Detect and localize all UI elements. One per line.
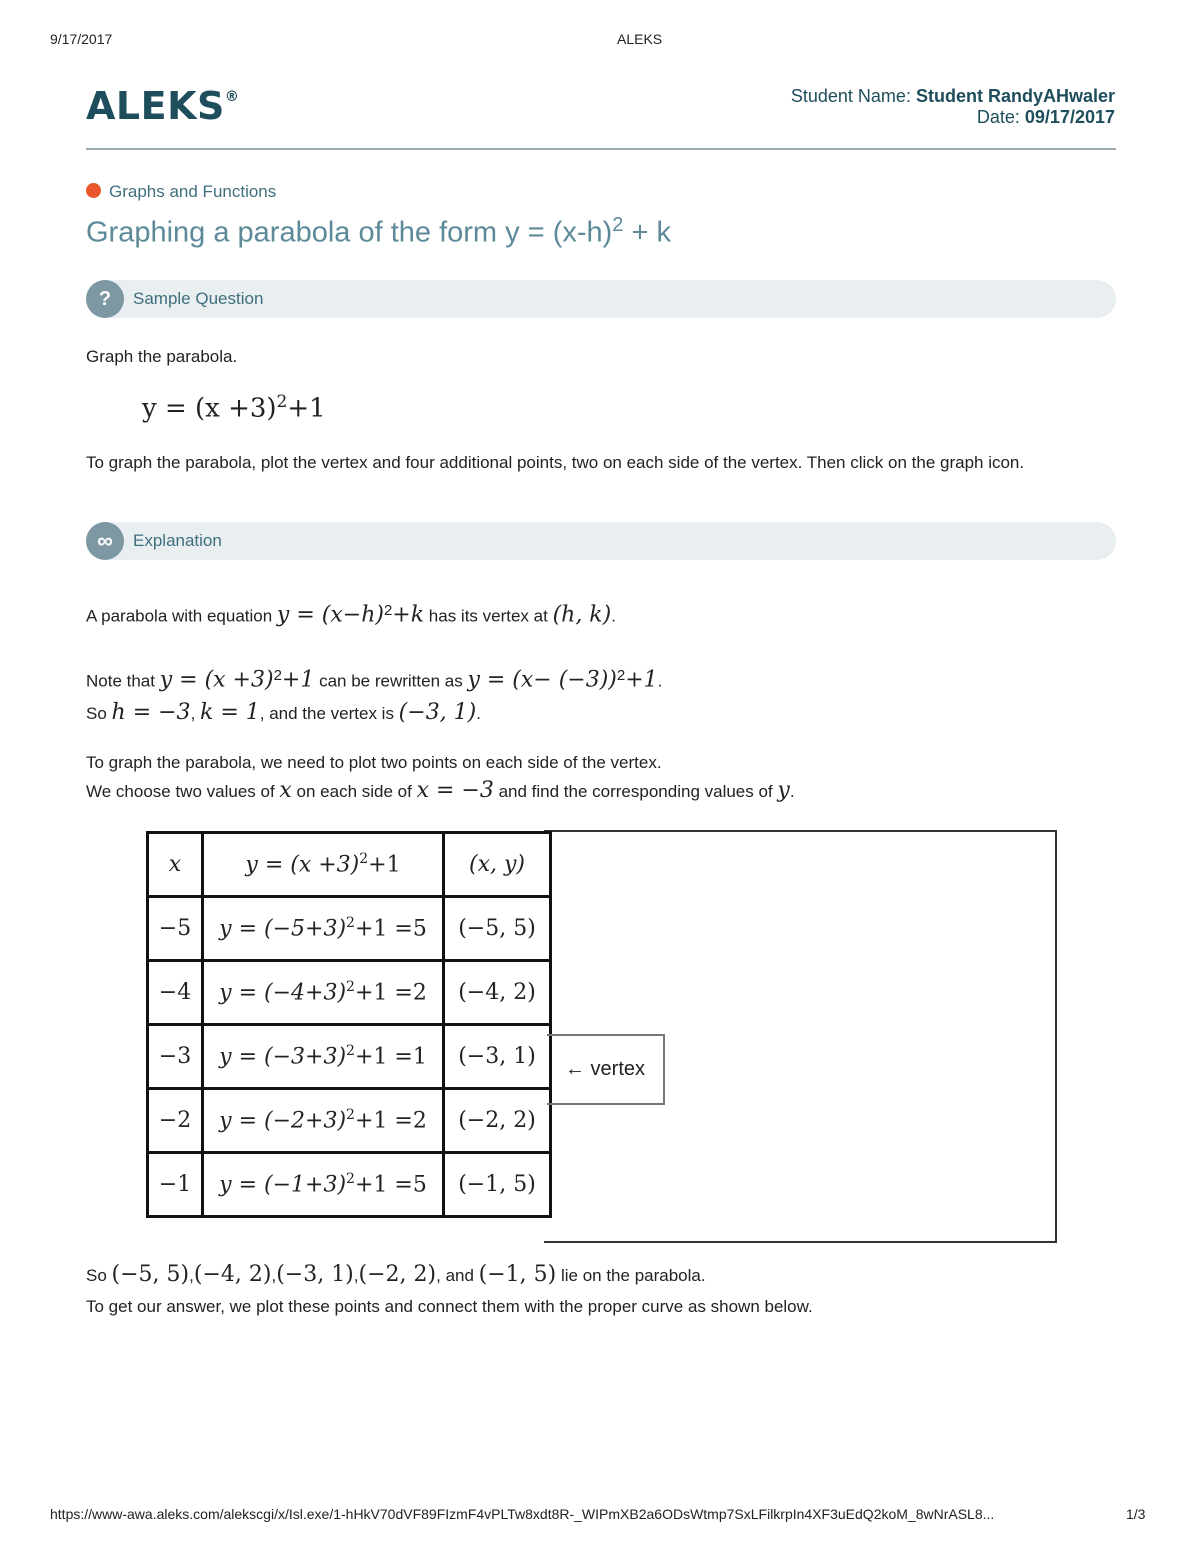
student-info: [791, 86, 1115, 128]
table-row: [148, 1089, 551, 1153]
print-title: ALEKS: [617, 31, 663, 47]
explanation-p4: To graph the parabola, we need to plot two points on each side of the vertex.: [86, 753, 662, 772]
table-row: [148, 897, 551, 961]
row-x: −4: [148, 961, 203, 1025]
question-prompt: Graph the parabola.: [86, 347, 238, 366]
student-name: Student RandyAHwaler: [915, 86, 1115, 106]
row-x: −3: [148, 1025, 203, 1089]
row-point: (−1, 5): [444, 1153, 551, 1217]
row-calc: $y = (-1+3)^2+1 =5$: [203, 1153, 444, 1217]
explanation-bar: [86, 522, 1116, 560]
row-x: −1: [148, 1153, 203, 1217]
row-calc: $y = (-4+3)^2+1 =2$: [203, 961, 444, 1025]
vertex-label: ← vertex: [547, 1034, 665, 1105]
page-title: Graphing a parabola of the form $y = (x-h)^2 + k$: [86, 214, 671, 249]
footer-url: https://www-awa.aleks.com/alekscgi/x/Isl.exe/1-hHkV70dVF89FIzmF4vPLTw8xdt8R-_WIPmXB2a6ODsWtmp7SxLFilkrpIn4XF3uEdQ2koM_8wNrASL8...: [50, 1506, 995, 1522]
question-instructions: To graph the parabola, plot the vertex and four additional points, two on each side of the vertex. Then click on the graph icon.: [86, 453, 1025, 472]
values-table: [146, 831, 552, 1218]
explanation-p2: Note that $y = (x +3)^2+1$ can be rewritten as $y = (x- (-3))^2+1$.: [86, 667, 663, 693]
footer-page: 1/3: [1126, 1506, 1146, 1522]
row-x: −2: [148, 1089, 203, 1153]
print-date: 9/17/2017: [50, 31, 113, 47]
row-calc: $y = (-3+3)^2+1 =1$: [203, 1025, 444, 1089]
row-point: (−2, 2): [444, 1089, 551, 1153]
row-calc: $y = (-5+3)^2+1 =5$: [203, 897, 444, 961]
row-point: (−3, 1): [444, 1025, 551, 1089]
aleks-logo: ALEKS®: [86, 84, 240, 128]
student-name-label: Student Name:: [790, 86, 911, 106]
table-row: [148, 1025, 551, 1089]
table-header-row: [148, 833, 551, 897]
header-x: x: [148, 833, 203, 897]
row-calc: $y = (-2+3)^2+1 =2$: [203, 1089, 444, 1153]
table-row: [148, 1153, 551, 1217]
header-point: (x, y): [444, 833, 551, 897]
sample-question-bar: [86, 280, 1116, 318]
row-x: −5: [148, 897, 203, 961]
header-y: $y = (x +3)^2+1$: [203, 833, 444, 897]
explanation-label: Explanation: [133, 531, 222, 550]
hexagon-icon: [86, 183, 101, 198]
explanation-p3: So h = −3, k = 1, and the vertex is (−3, 1).: [86, 700, 481, 725]
conclusion-line1: So (−5, 5),(−4, 2),(−3, 1),(−2, 2), and (−1, 5) lie on the parabola.: [86, 1262, 706, 1287]
explanation-p5: We choose two values of x on each side of x = −3 and find the corresponding values of y.: [86, 778, 795, 803]
date-value: 09/17/2017: [1024, 107, 1115, 127]
table-row: [148, 961, 551, 1025]
infinity-icon: ∞: [86, 522, 124, 560]
row-point: (−4, 2): [444, 961, 551, 1025]
breadcrumb-text: Graphs and Functions: [109, 182, 277, 201]
header-divider: [86, 148, 1116, 150]
explanation-p1: A parabola with equation $y = (x-h)^2+k$ has its vertex at (h, k).: [86, 602, 616, 628]
date-label: Date:: [976, 107, 1020, 127]
breadcrumb: [86, 182, 276, 202]
question-icon: ?: [86, 280, 124, 318]
question-formula: $y = (x +3)^2+1$: [142, 392, 326, 424]
conclusion-line2: To get our answer, we plot these points and connect them with the proper curve as shown below.: [86, 1297, 813, 1316]
row-point: (−5, 5): [444, 897, 551, 961]
sample-question-label: Sample Question: [133, 289, 264, 308]
